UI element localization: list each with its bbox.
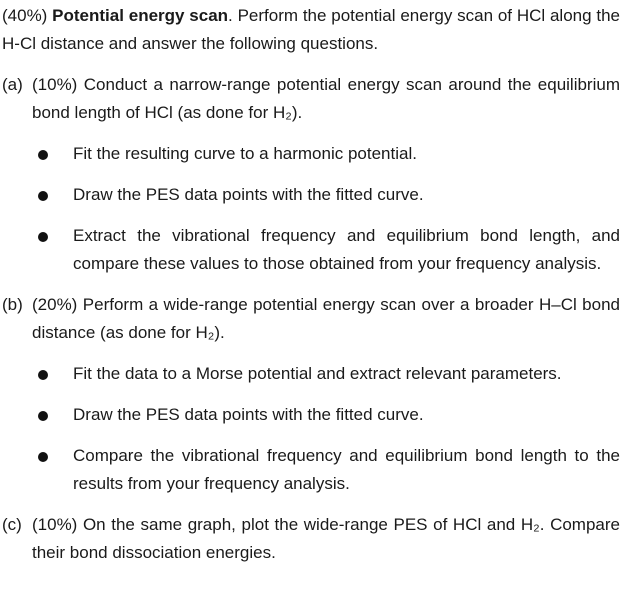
bullet-b1-text: Fit the data to a Morse potential and extract relevant parameters.: [73, 364, 562, 383]
intro-title: Potential energy scan: [52, 6, 229, 25]
bullet-icon: [38, 232, 48, 242]
bullet-item-a3: [2, 222, 620, 278]
question-a-label: (a): [2, 75, 23, 94]
bullet-a2-text: Draw the PES data points with the fitted curve.: [73, 185, 424, 204]
question-b-text: (20%) Perform a wide-range potential energy scan over a broader H–Cl bond distance (as done for H₂).: [32, 295, 620, 342]
question-b: [2, 291, 620, 347]
question-b-label: (b): [2, 295, 23, 314]
bullet-b3-text: Compare the vibrational frequency and equilibrium bond length to the results from your frequency analysis.: [73, 446, 620, 493]
bullet-a1-text: Fit the resulting curve to a harmonic potential.: [73, 144, 417, 163]
bullet-icon: [38, 150, 48, 160]
question-c-text: (10%) On the same graph, plot the wide-range PES of HCl and H₂. Compare their bond dissociation energies.: [32, 515, 620, 562]
bullet-a3-text: Extract the vibrational frequency and equilibrium bond length, and compare these values to those obtained from your frequency analysis.: [73, 226, 620, 273]
bullet-item-b3: [2, 442, 620, 498]
bullet-item-a1: [2, 140, 620, 168]
bullet-icon: [38, 452, 48, 462]
bullet-item-a2: [2, 181, 620, 209]
intro-weight: (40%): [2, 6, 53, 25]
question-a-text: (10%) Conduct a narrow-range potential energy scan around the equilibrium bond length of HCl (as done for H₂).: [32, 75, 620, 122]
bullet-b2-text: Draw the PES data points with the fitted curve.: [73, 405, 424, 424]
question-c: [2, 511, 620, 567]
bullet-icon: [38, 370, 48, 380]
question-a: [2, 71, 620, 127]
bullet-icon: [38, 411, 48, 421]
intro-paragraph: [2, 2, 620, 58]
bullet-item-b1: [2, 360, 620, 388]
bullet-icon: [38, 191, 48, 201]
intro-text: . Perform the potential energy scan of HCl along the H-Cl distance and answer the following questions.: [2, 6, 620, 53]
question-c-label: (c): [2, 515, 22, 534]
bullet-item-b2: [2, 401, 620, 429]
